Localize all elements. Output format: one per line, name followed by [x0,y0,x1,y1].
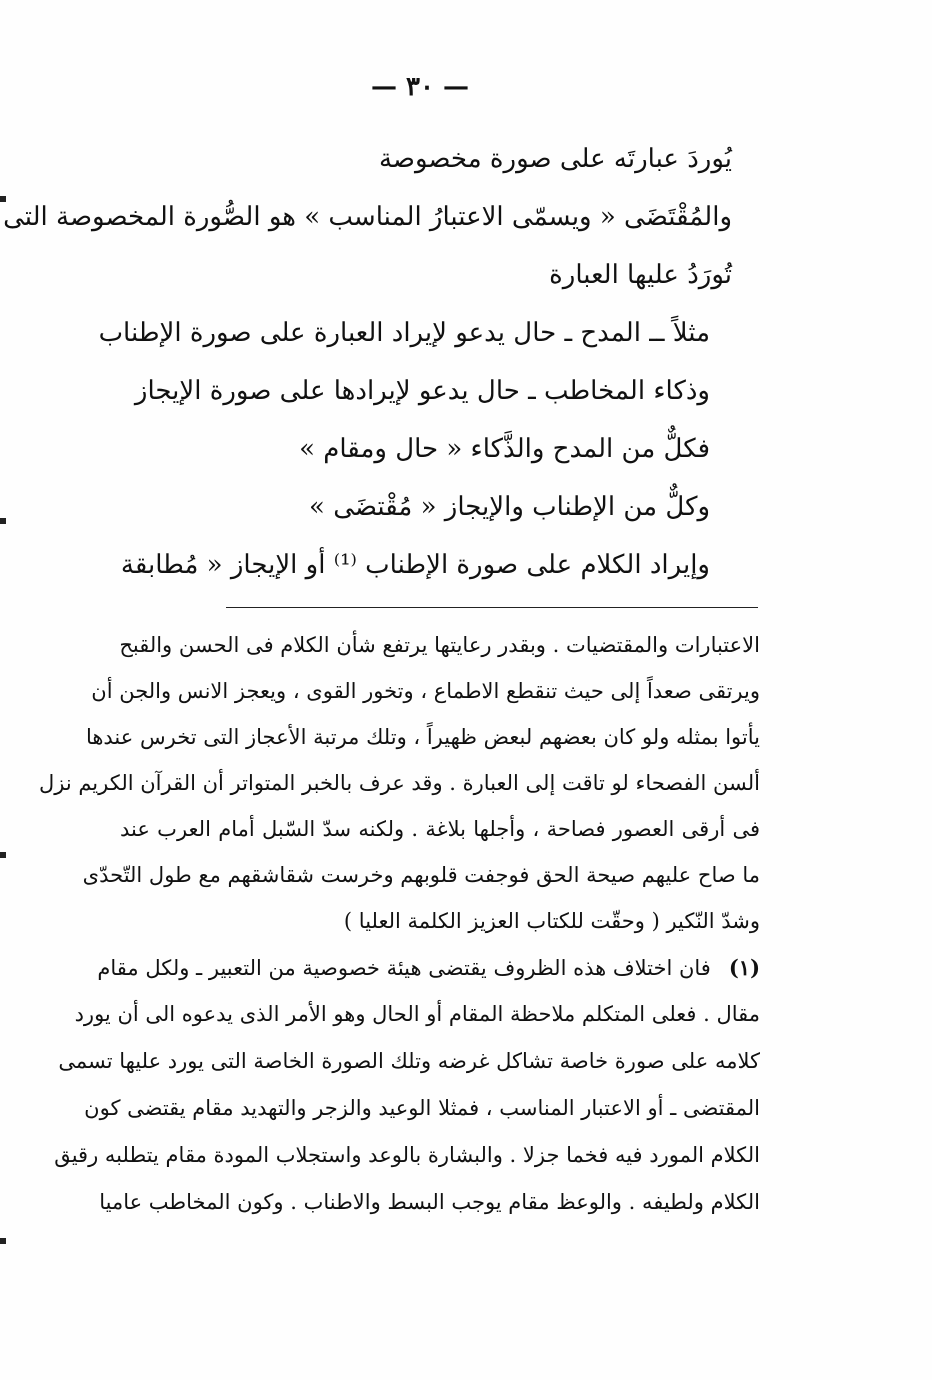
scan-edge-mark [0,518,6,524]
main-text-block [3,130,732,594]
footnote-line-4: المقتضى ـ أو الاعتبار المناسب ، فمثلا الوعيد والزجر والتهديد مقام يقتضى كون [84,1096,760,1120]
note-line-3: يأتوا بمثله ولو كان بعضهم لبعض ظهيراً ، وتلك مرتبة الأعجاز التى تخرس عندها [85,725,760,749]
main-line-2: والمُقْتَضَى « ويسمّى الاعتبارُ المناسب » هو الصُّورة المخصوصة التى [3,202,732,232]
main-line-1: يُوردَ عبارتَه على صورة مخصوصة [378,144,732,174]
note-line-6: ما صاح عليهم صيحة الحق فوجفت قلوبهم وخرست شقاشقهم مع طول التّحدّى [82,863,760,887]
page-number: — ٣٠ — [370,72,470,102]
footnote-line-3: كلامه على صورة خاصة تشاكل غرضه وتلك الصورة الخاصة التى يورد عليها تسمى [58,1049,760,1073]
main-line-6: فكلٌّ من المدح والذَّكاء « حال ومقام » [299,434,710,464]
main-line-7: وكلٌّ من الإطناب والإيجاز « مُقْتضَى » [309,492,710,522]
main-line-4: مثلاً ــ المدح ـ حال يدعو لإيراد العبارة على صورة الإطناب [98,318,710,348]
footnote-line-1-text: فان اختلاف هذه الظروف يقتضى هيئة خصوصية من التعبير ـ ولكل مقام [97,956,711,980]
main-line-8: وإيراد الكلام على صورة الإطناب ⁽¹⁾ أو الإيجاز « مُطابقة [120,550,710,580]
note-line-4: ألسن الفصحاء لو تاقت إلى العبارة . وقد عرف بالخبر المتواتر أن القرآن الكريم نزل [38,771,760,795]
note-line-7: وشدّ النّكير ( وحقّت للكتاب العزيز الكلمة العليا ) [343,909,760,933]
note-block [38,622,760,944]
main-line-5: وذكاء المخاطب ـ حال يدعو لإيرادها على صورة الإيجاز [134,376,710,406]
section-divider [226,607,758,608]
footnote-line-2: مقال . فعلى المتكلم ملاحظة المقام أو الحال وهو الأمر الذى يدعوه الى أن يورد [74,1002,760,1026]
main-line-3: تُورَدُ عليها العبارة [549,260,732,290]
scan-edge-mark [0,852,6,858]
footnote-line-5: الكلام المورد فيه فخما جزلا . والبشارة بالوعد واستجلاب المودة مقام يتطلبه رقيق [54,1143,760,1167]
note-line-5: فى أرقى العصور فصاحة ، وأجلها بلاغة . ولكنه سدّ السّبل أمام العرب عند [120,817,760,841]
footnote-block [54,944,760,1226]
scan-edge-mark [0,1238,6,1244]
note-line-1: الاعتبارات والمقتضيات . وبقدر رعايتها يرتفع شأن الكلام فى الحسن والقبح [119,633,760,657]
note-line-2: ويرتقى صعداً إلى حيث تنقطع الاطماع ، وتخور القوى ، ويعجز الانس والجن أن [91,679,760,703]
footnote-line-1 [97,944,760,991]
footnote-line-6: الكلام ولطيفه . والوعظ مقام يوجب البسط والاطناب . وكون المخاطب عاميا [99,1190,760,1214]
scan-edge-mark [0,196,6,202]
footnote-marker: (١) [728,955,760,980]
